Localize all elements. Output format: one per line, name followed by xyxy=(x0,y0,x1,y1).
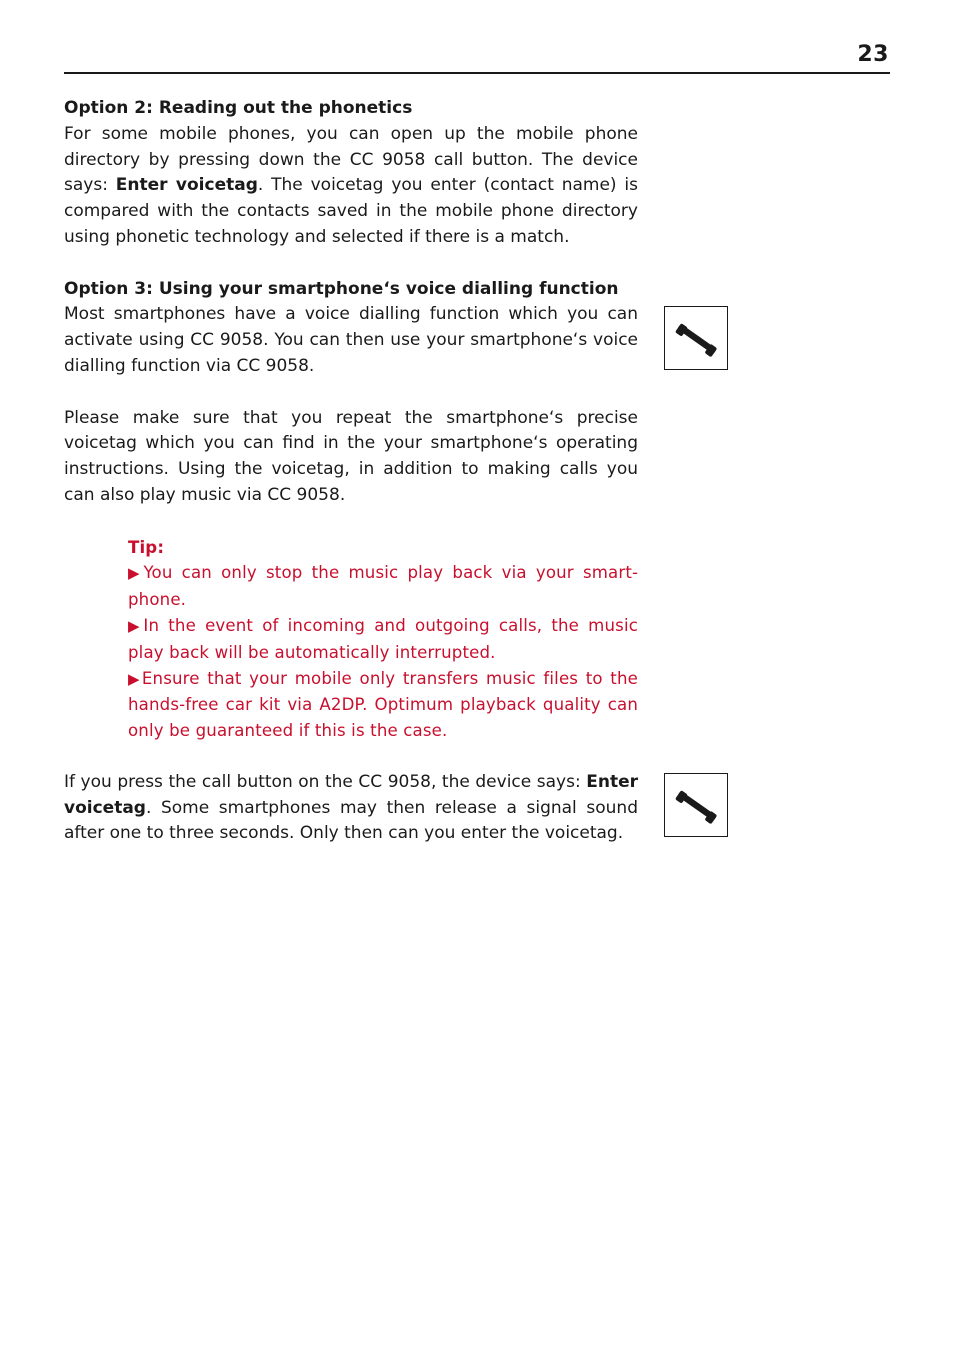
tip-item xyxy=(128,560,638,613)
tip-title: Tip: xyxy=(128,537,165,557)
bullet-triangle-icon: ▶ xyxy=(128,564,144,583)
call-button-icon xyxy=(664,773,728,837)
option2-text-1: For some mobile phones, you can open up the mobile phone directory by pressing down the CC 9058 call button. The device says: xyxy=(64,123,638,196)
option3-paragraph-1: Most smartphones have a voice dialling function which you can activate using CC 9058. You can then use your smartphone‘s voice dialling function via CC 9058. xyxy=(64,304,638,376)
tip-item-text: Ensure that your mobile only transfers music files to the hands-free car kit via A2DP. Optimum playback quality can only be guaranteed if this is the case. xyxy=(128,668,638,741)
bullet-triangle-icon: ▶ xyxy=(128,669,142,688)
tip-item-text: In the event of incoming and outgoing calls, the music play back will be automatically interrupted. xyxy=(128,615,638,662)
option2-bold-enter-voicetag: Enter voicetag xyxy=(115,175,258,196)
call-button-icon xyxy=(664,306,728,370)
bullet-triangle-icon: ▶ xyxy=(128,616,144,635)
option3-heading: Option 3: Using your smartphone‘s voice dialling function xyxy=(64,278,619,299)
tip-item xyxy=(128,613,638,666)
option2-paragraph xyxy=(64,122,638,251)
tip-box xyxy=(128,535,638,744)
final-text-2: . Some smartphones may then release a signal sound after one to three seconds. Only then can you enter the voicetag. xyxy=(64,797,638,844)
page-number: 23 xyxy=(857,42,889,67)
final-bold-enter-voicetag: Enter voicetag xyxy=(64,771,638,818)
header-rule xyxy=(64,72,890,74)
page-content xyxy=(64,96,638,847)
option3-paragraph-2: Please make sure that you repeat the smartphone‘s precise voicetag which you can find in the your smartphone‘s operating instructions. Using the voicetag, in addition to making calls you can also play music via CC 9058. xyxy=(64,407,638,505)
final-paragraph xyxy=(64,770,638,847)
option2-text-2: . The voicetag you enter (contact name) is compared with the contacts saved in the mobile phone directory using phonetic technology and selected if there is a match. xyxy=(64,175,639,247)
tip-item xyxy=(128,666,638,744)
option2-heading: Option 2: Reading out the phonetics xyxy=(64,98,413,118)
final-text-1: If you press the call button on the CC 9058, the device says: xyxy=(64,771,587,792)
tip-item-text: You can only stop the music play back via your smartphone. xyxy=(128,563,639,610)
